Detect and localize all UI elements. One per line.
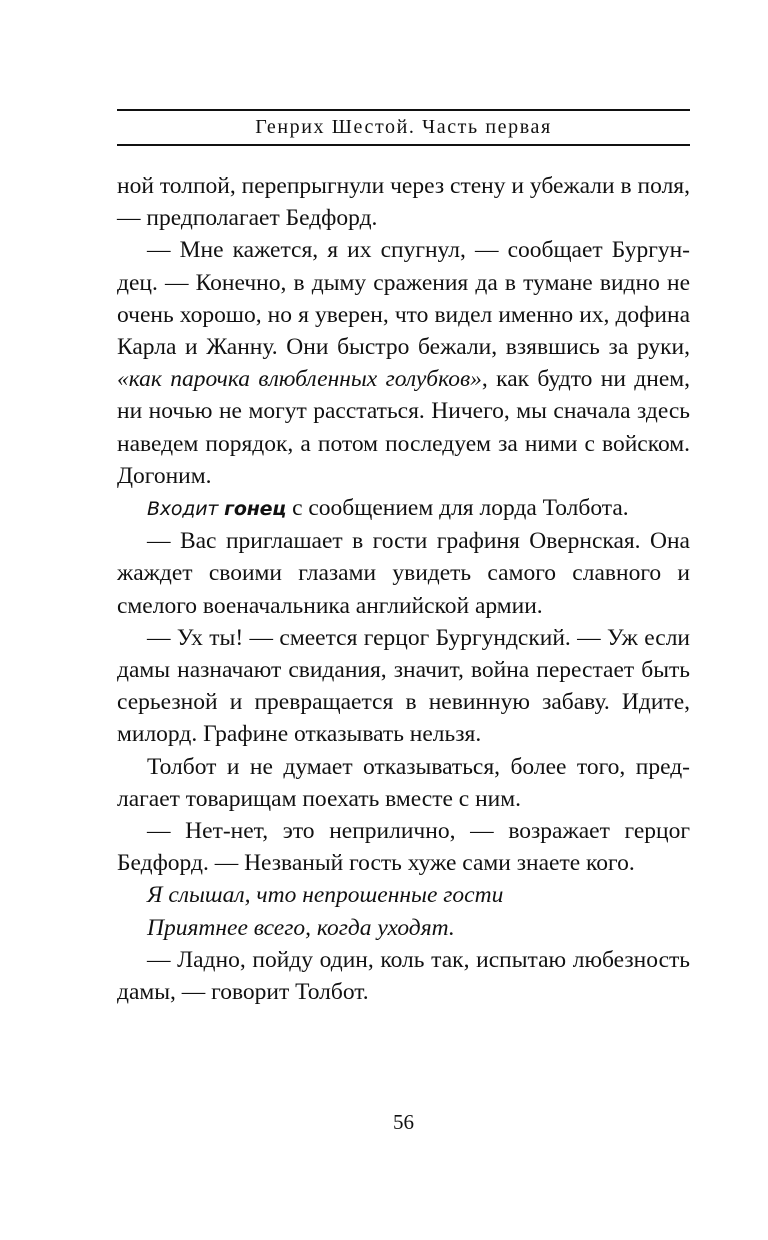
verse-line-2: Приятнее всего, когда уходят. bbox=[147, 914, 455, 941]
main-text bbox=[117, 170, 690, 1008]
stage-post: с сообщением для лорда Толбота. bbox=[286, 495, 629, 522]
paragraph-1: ной толпой, перепрыгнули через стену и убежали в поля, — предполагает Бедфорд. bbox=[117, 173, 690, 232]
stage-pre: Входит bbox=[147, 498, 225, 521]
page-number: 56 bbox=[393, 1110, 414, 1134]
paragraph-5: Толбот и не думает отказываться, более того, предлагает товарищам поехать вместе с ним. bbox=[117, 753, 690, 812]
paragraph-7: — Ладно, пойду один, коль так, испытаю любезность дамы, — говорит Толбот. bbox=[117, 946, 690, 1006]
running-header bbox=[117, 109, 690, 146]
paragraph-2-quote: «как парочка влюбленных голубков» bbox=[117, 366, 482, 393]
stage-bold: гонец bbox=[224, 498, 287, 521]
paragraph-6: — Нет-нет, это неприлично, — возражает герцог Бедфорд. — Незваный гость хуже сами знаете кого. bbox=[117, 818, 690, 877]
paragraph-3: — Вас приглашает в гости графиня Овернская. Она жаждет своими глазами увидеть самого славного и смелого военачальника английской армии. bbox=[117, 528, 690, 619]
stage-direction bbox=[117, 492, 690, 525]
verse-line-1: Я слышал, что непрошенные гости bbox=[147, 882, 504, 909]
paragraph-4: — Ух ты! — смеется герцог Бургундский. — Уж если дамы назначают свидания, значит, война перестает быть серьезной и превращается в невинную забаву. Идите, милорд. Графине отказывать нельзя. bbox=[117, 624, 690, 748]
running-title: Генрих Шестой. Часть первая bbox=[255, 116, 552, 138]
stage-direction-text bbox=[147, 498, 286, 520]
paragraph-2-start: — Мне кажется, я их спугнул, — сообщает Бургундец. — Конечно, в дыму сражения да в тумане видно не очень хорошо, но я уверен, что видел именно их, дофина Карла и Жанну. Они быстро бежали, взявшись за руки, bbox=[117, 237, 690, 361]
paragraph-2-end: , как будто ни днем, ни ночью не могут расстаться. Ничего, мы сначала здесь наведем порядок, а потом последуем за ними с войском. Догоним. bbox=[117, 366, 690, 489]
paragraph-2 bbox=[117, 234, 690, 492]
